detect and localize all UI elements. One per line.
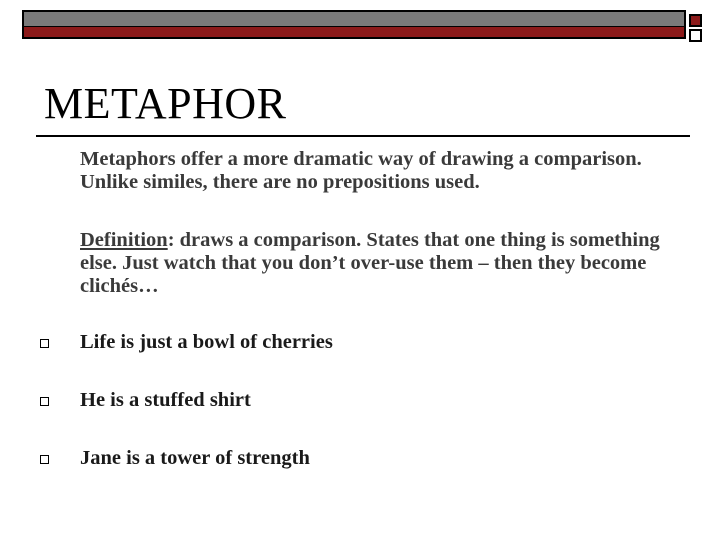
square-bullet-icon — [40, 455, 49, 464]
header-banner-gray — [22, 10, 686, 28]
slide-title: METAPHOR — [44, 79, 287, 128]
intro-paragraph: Metaphors offer a more dramatic way of drawing a comparison. Unlike similes, there are no prepositions used. — [80, 148, 642, 193]
bullet-text: Jane is a tower of strength — [80, 447, 310, 469]
bullet-item — [40, 331, 660, 357]
title-divider — [36, 135, 690, 137]
bullet-item — [40, 389, 660, 415]
header-banner-red — [22, 27, 686, 39]
definition-paragraph — [80, 229, 680, 298]
corner-square-white — [689, 29, 702, 42]
square-bullet-icon — [40, 339, 49, 348]
definition-text: : draws a comparison. States that one thing is something else. Just watch that you don’t over-use them – then they become clichés… — [80, 229, 660, 297]
definition-term: Definition — [80, 229, 168, 251]
bullet-text: He is a stuffed shirt — [80, 389, 251, 411]
bullet-item — [40, 447, 660, 473]
bullet-text: Life is just a bowl of cherries — [80, 331, 333, 353]
corner-square-red — [689, 14, 702, 27]
square-bullet-icon — [40, 397, 49, 406]
